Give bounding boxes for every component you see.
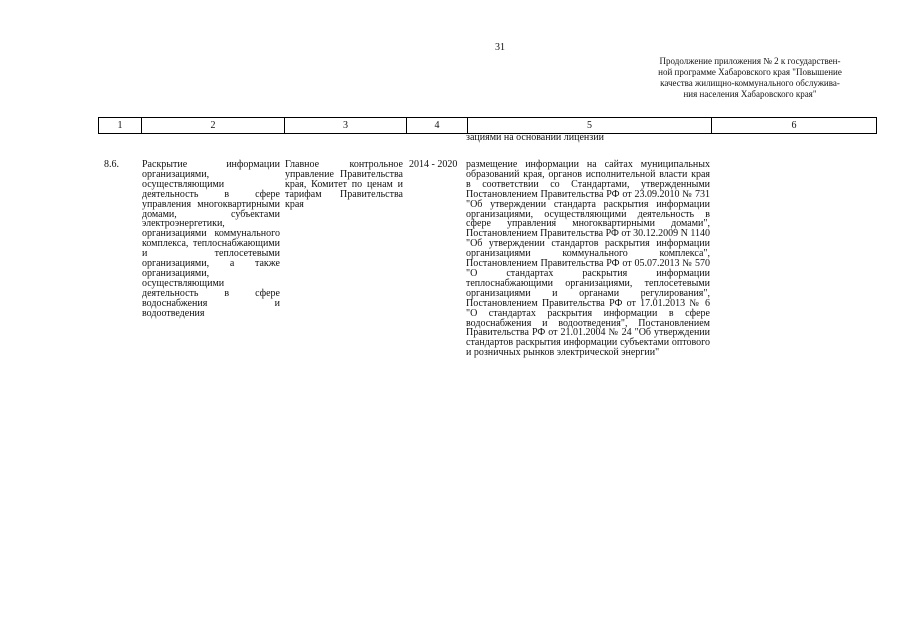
measure-name: Раскрытие информации организациями, осуществляющими деятельность в сфере управления многоквартирными домами, субъектами электроэнергетики, организациями коммунального комплекса, теплоснабжающими и теплосетевыми организациями, а также организациями, осуществляющими деятельность в сфере водоснабжения и водоотведения	[142, 159, 280, 319]
column-header-2: 2	[142, 118, 285, 134]
column-header-4: 4	[407, 118, 468, 134]
measure-description: размещение информации на сайтах муниципальных образований края, органов исполнительной власти края в соответствии со Стандартами, утвержденными Постановлением Правительства РФ от 23.09.2010 № 731 "Об утверждении стандарта раскрытия информации организациями, осуществляющими деятельность в сфере управления многоквартирными домами", Постановлением Правительства РФ от 30.12.2009 N 1140 "Об утверждении стандартов раскрытия информации организациями коммунального комплекса", Постановлением Правительства РФ от 05.07.2013 № 570 "О стандартах раскрытия информации теплоснабжающими организациями, теплосетевыми организациями и органами регулирования", Постановлением Правительства РФ от 17.01.2013 № 6 "О стандартах раскрытия информации в сфере водоснабжения и водоотведения", Постановлением Правительства РФ от 21.01.2004 № 24 "Об утверждении стандартов раскрытия информации субъектами оптового и розничных рынков электрической энергии"	[466, 159, 710, 359]
column-header-1: 1	[99, 118, 142, 134]
page-number: 31	[495, 42, 505, 53]
appendix-note-line-2: ной программе Хабаровского края "Повышение	[658, 67, 842, 77]
column-header-3: 3	[285, 118, 407, 134]
column-header-5: 5	[468, 118, 712, 134]
term: 2014 - 2020	[409, 159, 458, 170]
executor: Главное контрольное управление Правительства края, Комитет по ценам и тарифам Правительства края	[285, 159, 403, 210]
carryover-text: зациями на основании лицензии	[466, 132, 604, 143]
appendix-note	[630, 56, 870, 100]
appendix-note-line-1: Продолжение приложения № 2 к государствен-	[659, 56, 841, 66]
column-header-6: 6	[712, 118, 877, 134]
appendix-note-line-4: ния населения Хабаровского края"	[683, 89, 817, 99]
row-number: 8.6.	[104, 159, 119, 170]
appendix-note-line-3: качества жилищно-коммунального обслужива-	[660, 78, 840, 88]
